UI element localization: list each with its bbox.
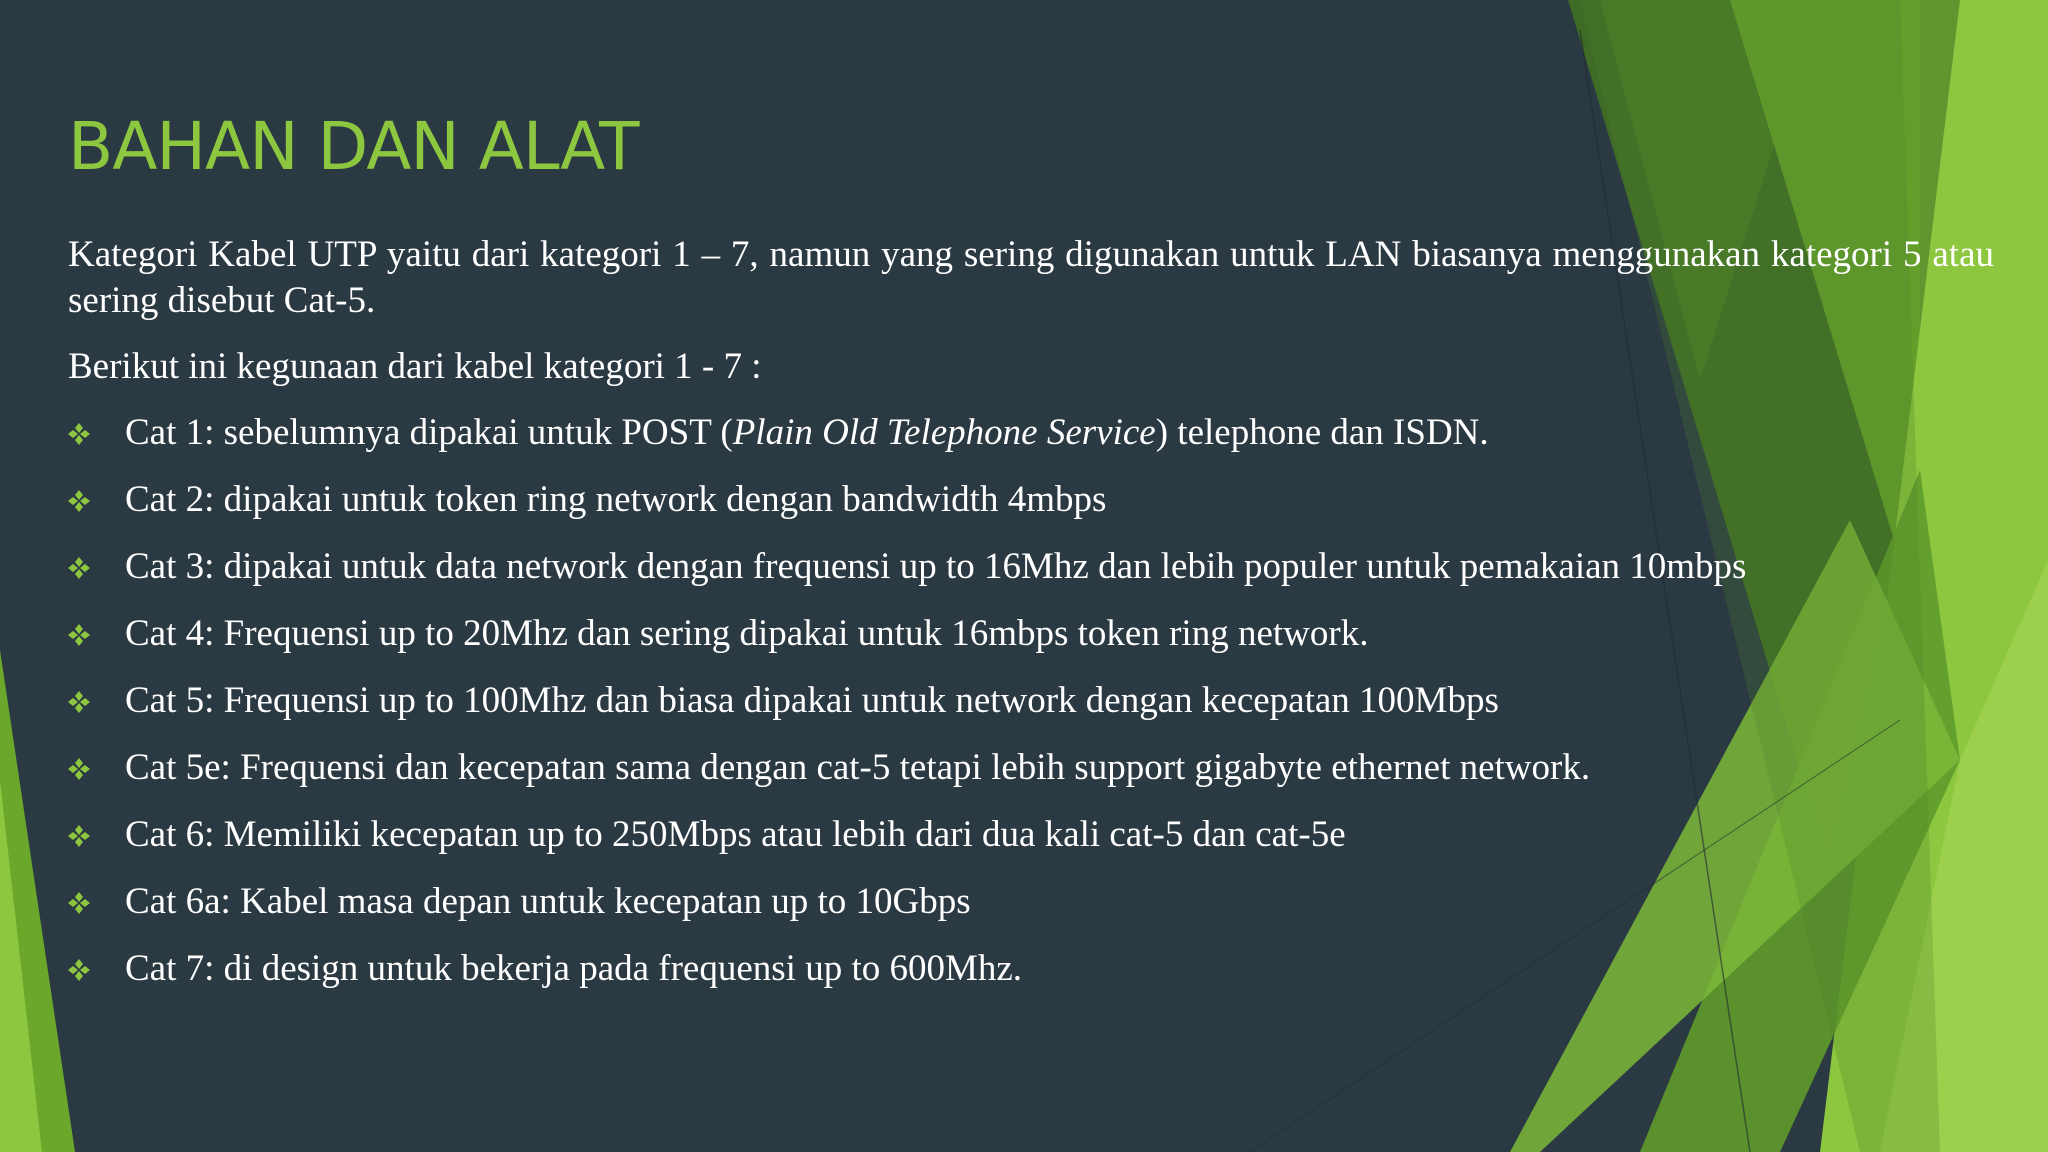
category-list: [68, 410, 1994, 992]
subheading: Berikut ini kegunaan dari kabel kategori 1 - 7 :: [68, 346, 762, 387]
item-text: Cat 3: dipakai untuk data network dengan frequensi up to 16Mhz dan lebih populer untuk pemakaian 10mbps: [125, 546, 1747, 587]
diamond-cluster-icon: [68, 758, 90, 780]
diamond-cluster-icon: [68, 691, 90, 713]
diamond-cluster-icon: [68, 959, 90, 981]
item-text-pre: Cat 1: sebelumnya dipakai untuk POST (: [125, 412, 733, 453]
list-item: [68, 812, 1994, 858]
list-item: [68, 611, 1994, 657]
diamond-cluster-icon: [68, 490, 90, 512]
list-item: [68, 410, 1994, 456]
list-item: [68, 678, 1994, 724]
item-text: Cat 4: Frequensi up to 20Mhz dan sering dipakai untuk 16mbps token ring network.: [125, 613, 1369, 654]
item-text: Cat 6: Memiliki kecepatan up to 250Mbps atau lebih dari dua kali cat-5 dan cat-5e: [125, 814, 1346, 855]
diamond-cluster-icon: [68, 423, 90, 445]
item-text: Cat 5e: Frequensi dan kecepatan sama dengan cat-5 tetapi lebih support gigabyte ethernet network.: [125, 747, 1591, 788]
diamond-cluster-icon: [68, 892, 90, 914]
item-text: Cat 6a: Kabel masa depan untuk kecepatan up to 10Gbps: [125, 881, 971, 922]
slide-title: BAHAN DAN ALAT: [68, 108, 639, 185]
list-item: [68, 946, 1994, 992]
item-text-post: ) telephone dan ISDN.: [1155, 412, 1489, 453]
item-text-italic: Plain Old Telephone Service: [732, 412, 1156, 453]
list-item: [68, 745, 1994, 791]
diamond-cluster-icon: [68, 624, 90, 646]
item-text: Cat 7: di design untuk bekerja pada frequensi up to 600Mhz.: [125, 948, 1023, 989]
list-item: [68, 477, 1994, 523]
diamond-cluster-icon: [68, 825, 90, 847]
diamond-cluster-icon: [68, 557, 90, 579]
intro-paragraph: Kategori Kabel UTP yaitu dari kategori 1 – 7, namun yang sering digunakan untuk LAN biasanya menggunakan kategori 5 atau sering disebut Cat-5.: [68, 234, 1994, 321]
slide-body: [68, 232, 1994, 1013]
item-text: Cat 2: dipakai untuk token ring network dengan bandwidth 4mbps: [125, 479, 1107, 520]
list-item: [68, 544, 1994, 590]
item-text: Cat 5: Frequensi up to 100Mhz dan biasa dipakai untuk network dengan kecepatan 100Mbps: [125, 680, 1499, 721]
list-item: [68, 879, 1994, 925]
